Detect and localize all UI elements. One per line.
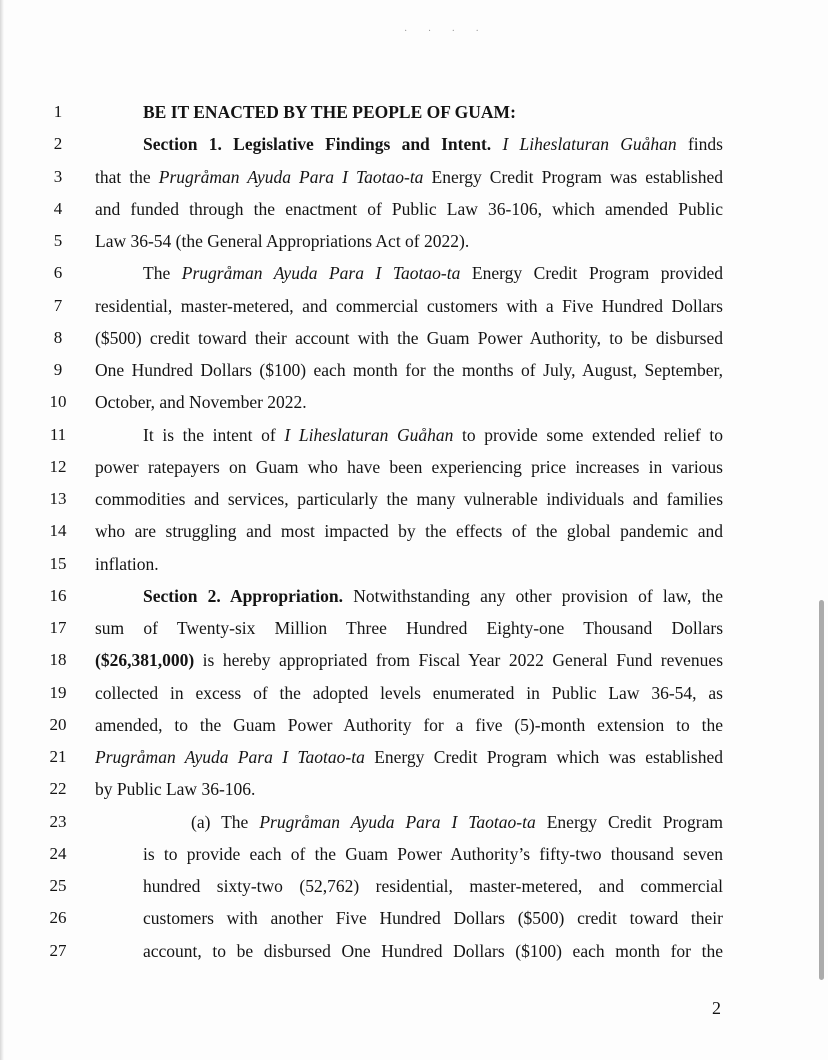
text-run: One Hundred Dollars ($100) each month for the months of July, August, September, bbox=[95, 360, 723, 380]
line-text bbox=[95, 612, 723, 644]
line-text bbox=[95, 128, 723, 160]
line-text bbox=[143, 935, 723, 967]
italic-text: Prugråman Ayuda Para I Taotao-ta bbox=[181, 263, 461, 284]
line-number: 17 bbox=[49, 618, 67, 637]
text-run: inflation. bbox=[95, 553, 159, 574]
scan-dots: · · · · bbox=[404, 26, 488, 37]
document-line bbox=[0, 290, 828, 322]
line-number: 8 bbox=[53, 327, 63, 347]
line-text bbox=[95, 257, 723, 289]
scrollbar-thumb[interactable] bbox=[819, 600, 824, 980]
document-line bbox=[0, 612, 828, 644]
line-number: 3 bbox=[53, 166, 63, 186]
text-run: to provide some extended relief to bbox=[453, 424, 723, 445]
document-line bbox=[0, 806, 828, 838]
document-line bbox=[0, 580, 828, 612]
text-run: The bbox=[143, 263, 182, 284]
text-run: commodities and services, particularly the many vulnerable individuals and families bbox=[95, 489, 723, 509]
document-line bbox=[0, 773, 828, 805]
line-text bbox=[95, 515, 723, 547]
line-number: 2 bbox=[53, 134, 63, 154]
bold-text: Section 2. Appropriation. bbox=[143, 585, 343, 606]
line-number: 11 bbox=[49, 424, 67, 444]
line-text bbox=[95, 709, 723, 741]
document-line bbox=[0, 838, 828, 870]
italic-text: Prugråman Ayuda Para I Taotao-ta bbox=[158, 166, 424, 187]
document-line bbox=[0, 386, 828, 418]
document-line bbox=[0, 902, 828, 934]
line-text bbox=[95, 354, 723, 386]
line-text bbox=[95, 193, 723, 225]
line-number: 13 bbox=[49, 489, 67, 508]
text-run: (a) The bbox=[191, 811, 260, 832]
line-text bbox=[143, 806, 723, 838]
document-line bbox=[0, 451, 828, 483]
line-number: 7 bbox=[53, 295, 63, 315]
text-run: is to provide each of the Guam Power Authority’s fifty-two thousand seven bbox=[143, 843, 723, 864]
text-run: by Public Law 36-106. bbox=[95, 779, 256, 800]
italic-text: Prugråman Ayuda Para I Taotao-ta bbox=[95, 747, 365, 767]
line-text bbox=[95, 741, 723, 773]
line-number: 22 bbox=[49, 779, 67, 799]
line-number: 12 bbox=[49, 456, 67, 476]
text-run: sum of Twenty-six Million Three Hundred Eighty-one Thousand Dollars bbox=[95, 618, 723, 638]
text-run: finds bbox=[676, 134, 723, 155]
line-text bbox=[95, 677, 723, 709]
line-number: 9 bbox=[53, 360, 63, 379]
line-text bbox=[95, 483, 723, 515]
line-text bbox=[95, 225, 723, 257]
line-text bbox=[143, 902, 723, 934]
text-run: customers with another Five Hundred Dollars ($500) credit toward their bbox=[143, 908, 723, 929]
line-text bbox=[95, 96, 723, 128]
line-number: 6 bbox=[53, 263, 63, 283]
line-number: 25 bbox=[49, 876, 67, 895]
text-run: that the bbox=[95, 166, 159, 187]
text-run: ($500) credit toward their account with the Guam Power Authority, to be disbursed bbox=[95, 327, 723, 348]
text-run: residential, master-metered, and commercial customers with a Five Hundred Dollars bbox=[95, 295, 723, 316]
document-line bbox=[0, 257, 828, 289]
italic-text: I Liheslaturan Guåhan bbox=[284, 424, 454, 445]
text-run: collected in excess of the adopted levels enumerated in Public Law 36-54, as bbox=[95, 682, 723, 703]
line-text bbox=[95, 386, 723, 418]
bold-text: Section 1. Legislative Findings and Intent. bbox=[143, 134, 503, 155]
line-number: 27 bbox=[49, 940, 67, 960]
line-text bbox=[95, 419, 723, 451]
line-number: 14 bbox=[49, 521, 67, 541]
text-run: Law 36-54 (the General Appropriations Act of 2022). bbox=[95, 231, 470, 251]
text-run: amended, to the Guam Power Authority for a five (5)-month extension to the bbox=[95, 714, 723, 735]
document-line bbox=[0, 193, 828, 225]
line-number: 21 bbox=[49, 747, 67, 766]
text-run: Energy Credit Program was established bbox=[423, 166, 723, 187]
text-run: power ratepayers on Guam who have been experiencing price increases in various bbox=[95, 456, 723, 477]
line-number: 19 bbox=[49, 682, 67, 702]
page-number: 2 bbox=[712, 998, 721, 1018]
text-run: Energy Credit Program provided bbox=[460, 263, 723, 284]
line-number: 10 bbox=[49, 392, 67, 412]
bold-text: ($26,381,000) bbox=[95, 650, 195, 671]
line-number: 18 bbox=[49, 650, 67, 670]
line-text bbox=[95, 290, 723, 322]
text-run: Notwithstanding any other provision of law, the bbox=[343, 585, 723, 606]
line-number: 23 bbox=[49, 811, 67, 831]
line-text bbox=[95, 644, 723, 676]
document-line bbox=[0, 161, 828, 193]
text-run: Energy Credit Program bbox=[535, 811, 723, 832]
text-run: It is the intent of bbox=[143, 424, 285, 445]
line-number: 16 bbox=[49, 585, 67, 605]
line-text bbox=[95, 322, 723, 354]
text-run: who are struggling and most impacted by the effects of the global pandemic and bbox=[95, 521, 723, 542]
line-text bbox=[143, 838, 723, 870]
document-line bbox=[0, 515, 828, 547]
italic-text: I Liheslaturan Guåhan bbox=[502, 134, 677, 155]
document-line bbox=[0, 322, 828, 354]
text-run: Energy Credit Program which was established bbox=[364, 747, 723, 767]
document-line bbox=[0, 548, 828, 580]
italic-text: Prugråman Ayuda Para I Taotao-ta bbox=[259, 811, 536, 832]
line-text bbox=[95, 161, 723, 193]
line-number: 20 bbox=[49, 714, 67, 734]
bold-text: BE IT ENACTED BY THE PEOPLE OF GUAM: bbox=[143, 102, 516, 122]
document-line bbox=[0, 96, 828, 128]
line-number: 26 bbox=[49, 908, 67, 928]
line-number: 1 bbox=[53, 102, 63, 121]
text-run: is hereby appropriated from Fiscal Year 2022 General Fund revenues bbox=[194, 650, 723, 671]
text-run: October, and November 2022. bbox=[95, 392, 307, 413]
document-line bbox=[0, 128, 828, 160]
text-run: hundred sixty-two (52,762) residential, master-metered, and commercial bbox=[143, 876, 723, 896]
document-line bbox=[0, 870, 828, 902]
line-number: 5 bbox=[53, 231, 63, 250]
line-text bbox=[95, 451, 723, 483]
text-run: and funded through the enactment of Public Law 36-106, which amended Public bbox=[95, 198, 723, 219]
line-number: 4 bbox=[53, 198, 63, 218]
document-line bbox=[0, 483, 828, 515]
document-line bbox=[0, 741, 828, 773]
document-line bbox=[0, 935, 828, 967]
document-line bbox=[0, 677, 828, 709]
document-line bbox=[0, 225, 828, 257]
line-number: 24 bbox=[49, 843, 67, 863]
line-text bbox=[95, 580, 723, 612]
document-line bbox=[0, 709, 828, 741]
line-number: 15 bbox=[49, 553, 67, 573]
document-line bbox=[0, 644, 828, 676]
document-line bbox=[0, 419, 828, 451]
line-text bbox=[95, 773, 723, 805]
line-text bbox=[95, 548, 723, 580]
document-line bbox=[0, 354, 828, 386]
text-run: account, to be disbursed One Hundred Dollars ($100) each month for the bbox=[143, 940, 723, 961]
line-text bbox=[143, 870, 723, 902]
